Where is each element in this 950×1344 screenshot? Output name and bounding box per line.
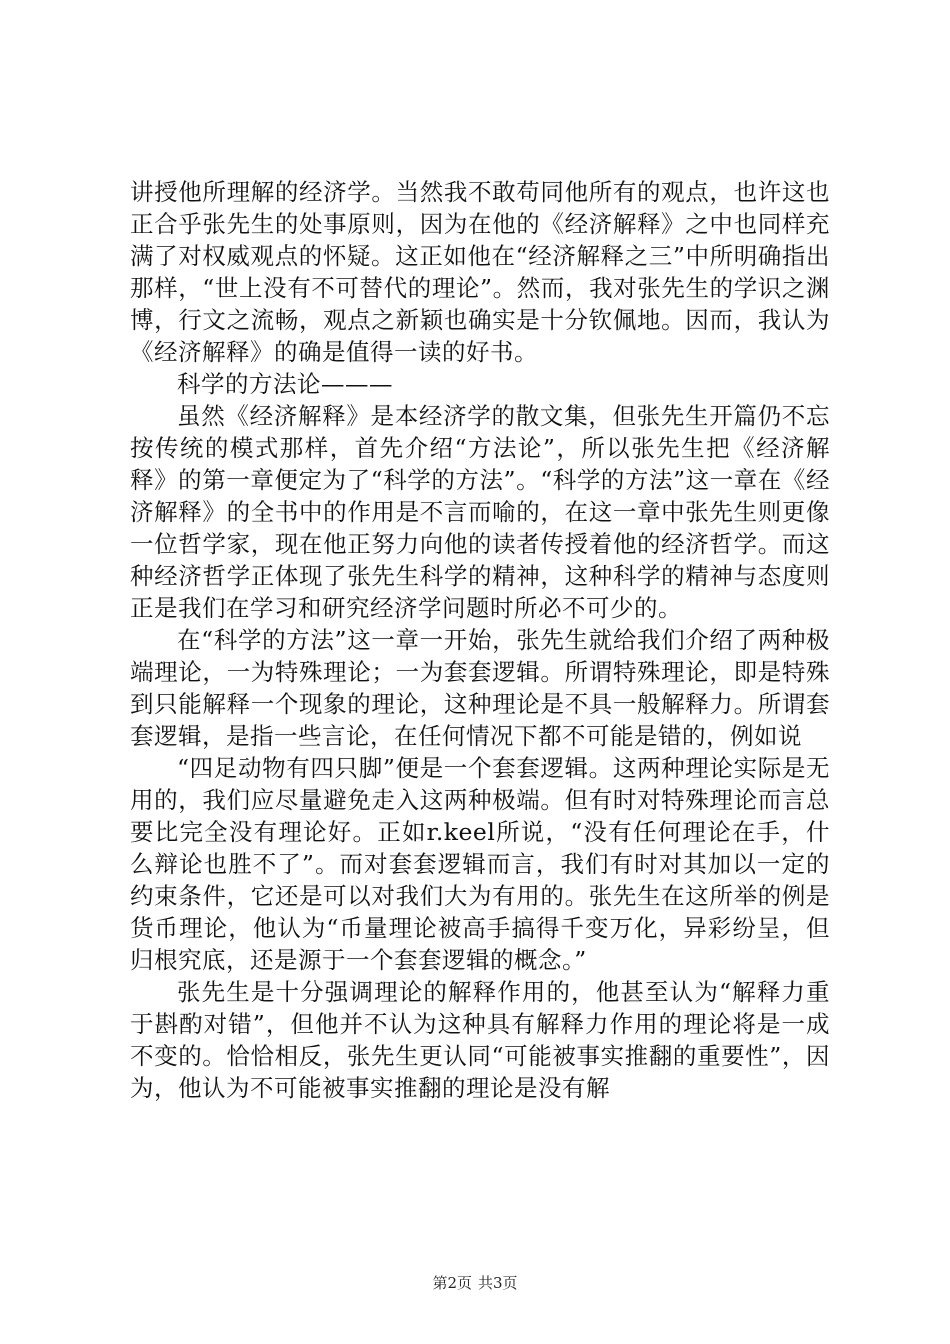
paragraph-1: 讲授他所理解的经济学。当然我不敢苟同他所有的观点，也许这也正合乎张先生的处事原则，因为在他的《经济解释》之中也同样充满了对权威观点的怀疑。这正如他在“经济解释之三”中所明确指出那样，“世上没有不可替代的理论”。然而，我对张先生的学识之渊博，行文之流畅，观点之新颖也确实是十分钦佩地。因而，我认为《经济解释》的确是值得一读的好书。 [130,178,830,366]
paragraph-2: 虽然《经济解释》是本经济学的散文集，但张先生开篇仍不忘按传统的模式那样，首先介绍“方法论”，所以张先生把《经济解释》的第一章便定为了“科学的方法”。“科学的方法”这一章在《经济解释》的全书中的作用是不言而喻的，在这一章中张先生则更像一位哲学家，现在他正努力向他的读者传授着他的经济哲学。而这种经济哲学正体现了张先生科学的精神，这种科学的精神与态度则正是我们在学习和研究经济学问题时所必不可少的。 [130,402,830,622]
paragraph-4: “四足动物有四只脚”便是一个套套逻辑。这两种理论实际是无用的，我们应尽量避免走入这两种极端。但有时对特殊理论而言总要比完全没有理论好。正如r.keel所说，“没有任何理论在手，什么辩论也胜不了”。而对套套逻辑而言，我们有时对其加以一定的约束条件，它还是可以对我们大为有用的。张先生在这所举的例是货币理论，他认为“币量理论被高手搞得千变万化，异彩纷呈，但归根究底，还是源于一个套套逻辑的概念。” [130,754,830,974]
page-number: 第2页 [432,1274,472,1292]
document-body [130,176,830,1104]
page-footer [0,1273,950,1293]
paragraph-5: 张先生是十分强调理论的解释作用的，他甚至认为“解释力重于斟酌对错”，但他并不认为这种具有解释力作用的理论将是一成不变的。恰恰相反，张先生更认同“可能被事实推翻的重要性”，因为，他认为不可能被事实推翻的理论是没有解 [130,978,830,1102]
paragraph-3: 在“科学的方法”这一章一开始，张先生就给我们介绍了两种极端理论，一为特殊理论；一为套套逻辑。所谓特殊理论，即是特殊到只能解释一个现象的理论，这种理论是不具一般解释力。所谓套套逻辑，是指一些言论，在任何情况下都不可能是错的，例如说 [130,626,830,750]
section-heading-scientific-method: 科学的方法论——— [177,370,393,398]
page-total: 共3页 [478,1274,518,1292]
